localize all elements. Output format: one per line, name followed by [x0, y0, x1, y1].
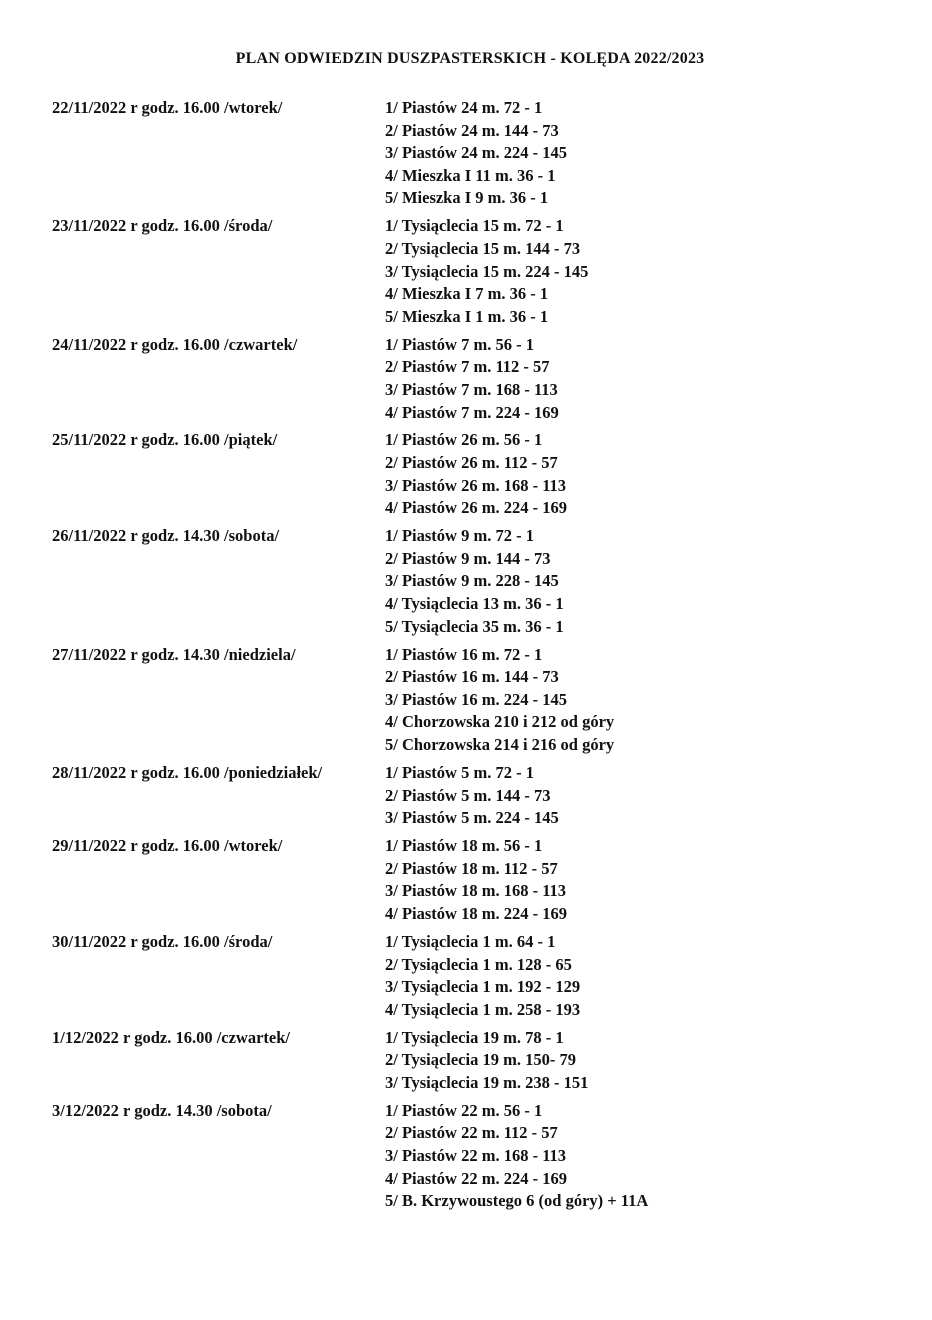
address-item: 4/ Piastów 18 m. 224 - 169	[385, 903, 567, 923]
address-item: 2/ Piastów 5 m. 144 - 73	[385, 785, 551, 805]
visit-date: 30/11/2022 r godz. 16.00 /środa/	[52, 931, 273, 951]
address-item: 5/ Mieszka I 1 m. 36 - 1	[385, 306, 549, 326]
address-item: 5/ Tysiąclecia 35 m. 36 - 1	[385, 616, 564, 636]
address-item: 3/ Piastów 7 m. 168 - 113	[385, 379, 558, 399]
address-list	[385, 334, 892, 424]
address-item: 4/ Piastów 7 m. 224 - 169	[385, 402, 559, 422]
visit-schedule	[52, 97, 892, 1218]
address-item: 3/ Piastów 26 m. 168 - 113	[385, 475, 567, 495]
address-list	[385, 762, 892, 830]
address-item: 5/ Mieszka I 9 m. 36 - 1	[385, 188, 549, 208]
visit-date: 29/11/2022 r godz. 16.00 /wtorek/	[52, 836, 283, 856]
address-item: 1/ Piastów 24 m. 72 - 1	[385, 98, 543, 117]
address-item: 3/ Tysiąclecia 19 m. 238 - 151	[385, 1072, 589, 1092]
address-item: 4/ Mieszka I 11 m. 36 - 1	[385, 165, 556, 185]
address-item: 2/ Piastów 24 m. 144 - 73	[385, 120, 559, 140]
address-list	[385, 1100, 892, 1213]
address-item: 5/ B. Krzywoustego 6 (od góry) + 11A	[385, 1191, 649, 1211]
address-item: 2/ Piastów 26 m. 112 - 57	[385, 453, 558, 473]
address-item: 4/ Tysiąclecia 1 m. 258 - 193	[385, 999, 581, 1019]
visit-entry	[52, 644, 892, 757]
address-item: 3/ Piastów 9 m. 228 - 145	[385, 571, 559, 591]
address-item: 3/ Piastów 5 m. 224 - 145	[385, 808, 559, 828]
visit-entry	[52, 762, 892, 830]
address-list	[385, 931, 892, 1021]
visit-entry	[52, 97, 892, 210]
visit-entry	[52, 1027, 892, 1095]
visit-entry	[52, 931, 892, 1021]
visit-entry	[52, 429, 892, 519]
visit-entry	[52, 835, 892, 925]
visit-date: 27/11/2022 r godz. 14.30 /niedziela/	[52, 644, 296, 664]
visit-date: 24/11/2022 r godz. 16.00 /czwartek/	[52, 334, 298, 354]
visit-date: 25/11/2022 r godz. 16.00 /piątek/	[52, 430, 278, 450]
address-item: 1/ Piastów 7 m. 56 - 1	[385, 334, 534, 354]
address-item: 1/ Tysiąclecia 19 m. 78 - 1	[385, 1027, 564, 1047]
address-item: 1/ Piastów 9 m. 72 - 1	[385, 526, 534, 546]
visit-entry	[52, 215, 892, 328]
address-item: 1/ Tysiąclecia 1 m. 64 - 1	[385, 931, 556, 951]
address-item: 4/ Piastów 26 m. 224 - 169	[385, 498, 567, 518]
visit-date: 23/11/2022 r godz. 16.00 /środa/	[52, 216, 273, 236]
address-item: 4/ Tysiąclecia 13 m. 36 - 1	[385, 594, 564, 614]
address-item: 3/ Tysiąclecia 1 m. 192 - 129	[385, 977, 581, 997]
address-item: 1/ Piastów 18 m. 56 - 1	[385, 836, 543, 856]
visit-entry	[52, 334, 892, 424]
visit-entry	[52, 525, 892, 638]
address-list	[385, 1027, 892, 1095]
address-item: 4/ Mieszka I 7 m. 36 - 1	[385, 284, 549, 304]
address-list	[385, 835, 892, 925]
visit-date: 1/12/2022 r godz. 16.00 /czwartek/	[52, 1027, 290, 1047]
visit-date: 28/11/2022 r godz. 16.00 /poniedziałek/	[52, 762, 323, 782]
address-item: 3/ Piastów 24 m. 224 - 145	[385, 143, 567, 163]
visit-entry	[52, 1100, 892, 1213]
address-item: 2/ Tysiąclecia 1 m. 128 - 65	[385, 954, 572, 974]
address-list	[385, 215, 892, 328]
address-item: 1/ Piastów 22 m. 56 - 1	[385, 1100, 543, 1120]
visit-date: 22/11/2022 r godz. 16.00 /wtorek/	[52, 98, 283, 117]
address-list	[385, 429, 892, 519]
address-item: 2/ Piastów 16 m. 144 - 73	[385, 667, 559, 687]
address-item: 4/ Chorzowska 210 i 212 od góry	[385, 712, 615, 732]
address-item: 2/ Piastów 22 m. 112 - 57	[385, 1123, 558, 1143]
address-item: 2/ Tysiąclecia 19 m. 150- 79	[385, 1050, 576, 1070]
address-item: 3/ Piastów 22 m. 168 - 113	[385, 1146, 567, 1166]
address-item: 1/ Piastów 16 m. 72 - 1	[385, 644, 543, 664]
page-title: PLAN ODWIEDZIN DUSZPASTERSKICH - KOLĘDA 2022/2023	[235, 50, 705, 67]
address-item: 1/ Piastów 5 m. 72 - 1	[385, 762, 534, 782]
address-list	[385, 97, 892, 210]
address-item: 1/ Tysiąclecia 15 m. 72 - 1	[385, 216, 564, 236]
address-item: 3/ Tysiąclecia 15 m. 224 - 145	[385, 261, 589, 281]
address-item: 3/ Piastów 18 m. 168 - 113	[385, 881, 567, 901]
address-item: 2/ Tysiąclecia 15 m. 144 - 73	[385, 238, 581, 258]
address-item: 3/ Piastów 16 m. 224 - 145	[385, 689, 567, 709]
visit-date: 3/12/2022 r godz. 14.30 /sobota/	[52, 1100, 272, 1120]
address-item: 2/ Piastów 18 m. 112 - 57	[385, 858, 558, 878]
address-item: 5/ Chorzowska 214 i 216 od góry	[385, 734, 615, 754]
address-list	[385, 525, 892, 638]
address-item: 1/ Piastów 26 m. 56 - 1	[385, 430, 543, 450]
address-item: 2/ Piastów 7 m. 112 - 57	[385, 357, 550, 377]
address-list	[385, 644, 892, 757]
visit-date: 26/11/2022 r godz. 14.30 /sobota/	[52, 526, 280, 546]
address-item: 2/ Piastów 9 m. 144 - 73	[385, 548, 551, 568]
address-item: 4/ Piastów 22 m. 224 - 169	[385, 1168, 567, 1188]
